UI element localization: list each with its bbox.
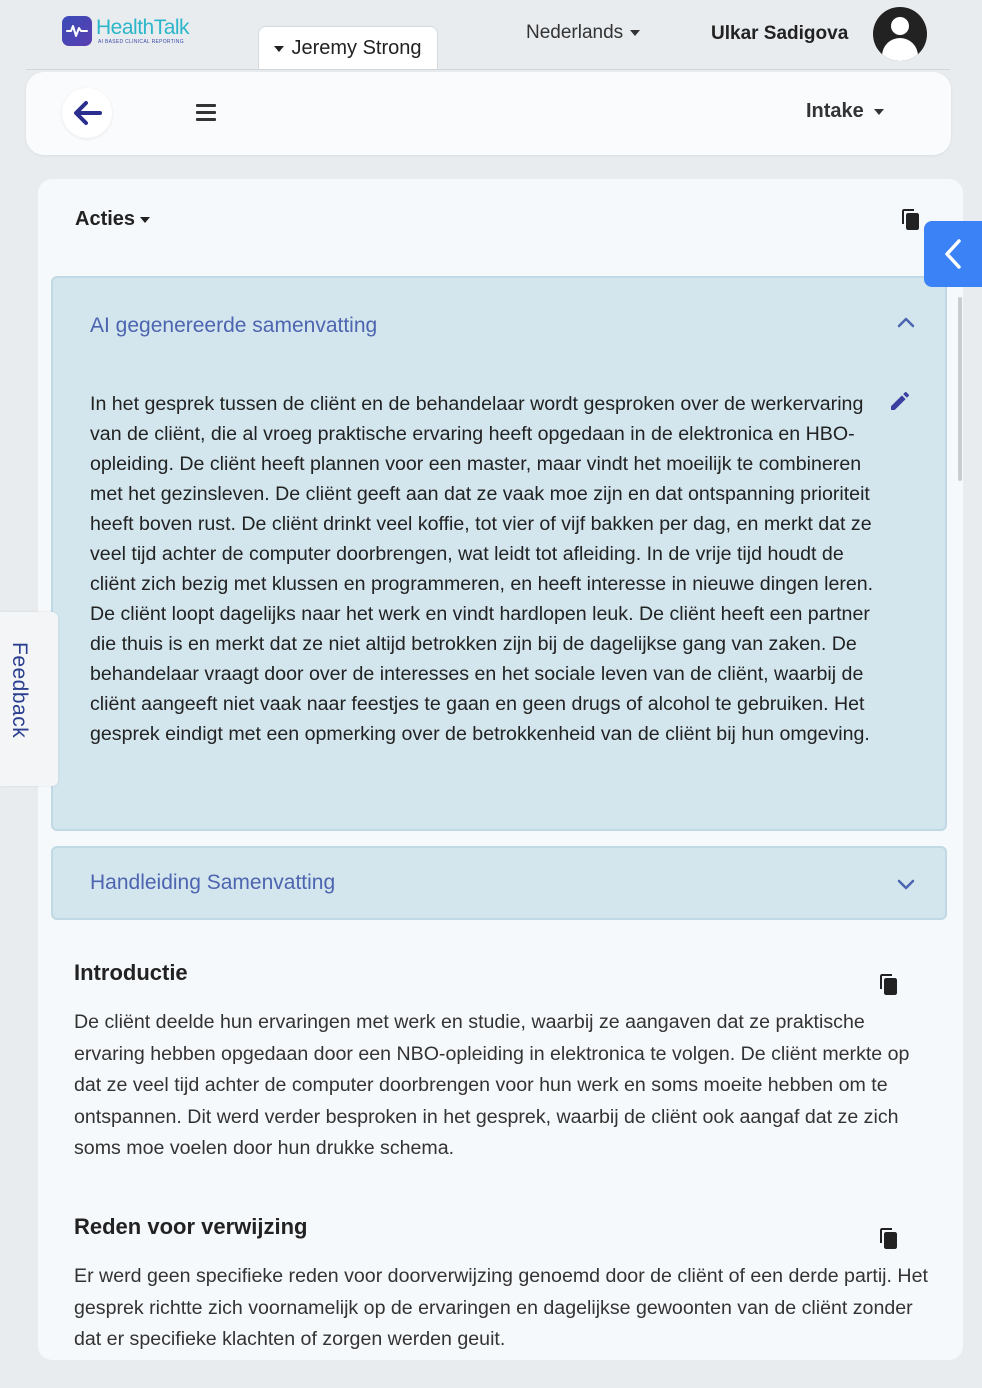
chevron-left-icon: [944, 238, 962, 270]
copy-icon[interactable]: [879, 973, 899, 995]
section-text-reden-voor-verwijzing: Er werd geen specifieke reden voor doorverwijzing genoemd door de cliënt of een derde partij. Het gesprek richtte zich voornamelijk op de ervaringen en dagelijkse gewoonten van de cliënt zonder dat er specifieke klachten of zorgen werden geuit.: [74, 1265, 928, 1350]
chevron-down-icon[interactable]: [897, 878, 915, 890]
copy-icon[interactable]: [901, 208, 921, 230]
feedback-label: Feedback: [8, 642, 31, 739]
client-selector[interactable]: [258, 26, 438, 70]
app-logo[interactable]: [62, 16, 189, 46]
guide-summary-title[interactable]: Handleiding Samenvatting: [90, 871, 336, 894]
section-title-reden-voor-verwijzing: Reden voor verwijzing: [74, 1214, 308, 1239]
caret-down-icon: [874, 109, 884, 115]
hamburger-icon[interactable]: [196, 104, 216, 122]
chevron-up-icon[interactable]: [897, 316, 915, 328]
sidebar-toggle-button[interactable]: [924, 221, 982, 287]
user-name[interactable]: Ulkar Sadigova: [711, 23, 849, 44]
guide-summary-panel[interactable]: [51, 846, 947, 920]
ai-summary-text: In het gesprek tussen de cliënt en de behandelaar wordt gesproken over de werkervaring van de cliënt, die al vroeg praktische ervaring heeft opgedaan in de elektronica en HBO-opleiding. De cliënt heeft plannen voor een master, maar vindt het moeilijk te combineren met het gezinsleven. De cliënt geeft aan dat ze vaak moe zijn en dat ontspanning prioriteit heeft boven rust. De cliënt drinkt veel koffie, tot vier of vijf bakken per dag, en merkt dat ze veel tijd achter de computer doorbrengen, wat leidt tot afleiding. In de vrije tijd houdt de cliënt zich bezig met klussen en programmeren, en heeft interesse in nieuwe dingen leren. De cliënt loopt dagelijks naar het werk en vindt hardlopen leuk. De cliënt heeft een partner die thuis is en merkt dat ze niet altijd betrokken zijn bij de dagelijkse gang van zaken. De behandelaar vraagt door over de interesses en het sociale leven van de cliënt, waarbij de cliënt aangeeft niet vaak naar feestjes te gaan en geen drugs of alcohol te gebruiken. Het gesprek eindigt met een opmerking over de betrokkenheid van de cliënt bij hun omgeving.: [90, 393, 874, 745]
actions-label: Acties: [75, 208, 136, 230]
copy-icon[interactable]: [879, 1227, 899, 1249]
ai-summary-panel: [51, 276, 947, 831]
arrow-left-icon: [72, 100, 102, 126]
healthtalk-logo-icon: [62, 16, 92, 46]
user-avatar-icon[interactable]: [873, 7, 927, 61]
actions-dropdown[interactable]: [75, 208, 150, 231]
report-card: [38, 179, 963, 1360]
logo-name: HealthTalk: [96, 16, 190, 39]
session-type-label: Intake: [806, 100, 864, 122]
section-text-introductie: De cliënt deelde hun ervaringen met werk en studie, waarbij ze aangaven dat ze praktische ervaring hebben opgedaan door een NBO-opleiding in elektronica te volgen. De cliënt merkte op dat ze veel tijd achter de computer doorbrengen voor hun werk en soms moeite hebben om te ontspannen. Dit werd verder besproken in het gesprek, waarbij de cliënt ook aangaf dat ze zich soms moe voelen door hun drukke schema.: [74, 1011, 910, 1159]
section-title-introductie: Introductie: [74, 960, 188, 985]
feedback-tab[interactable]: [0, 612, 58, 786]
header-divider: [26, 69, 950, 70]
session-type-selector[interactable]: [806, 100, 884, 123]
language-label: Nederlands: [526, 22, 624, 43]
top-bar: [0, 0, 982, 70]
caret-down-icon: [630, 30, 640, 36]
scrollbar[interactable]: [958, 297, 962, 481]
caret-down-icon: [274, 46, 284, 52]
pencil-icon[interactable]: [888, 389, 912, 413]
language-selector[interactable]: [526, 22, 640, 44]
back-button[interactable]: [62, 88, 112, 138]
ai-summary-title[interactable]: AI gegenereerde samenvatting: [90, 314, 378, 337]
client-name: Jeremy Strong: [291, 37, 422, 59]
nav-card: [26, 72, 951, 155]
caret-down-icon: [140, 217, 150, 223]
logo-tagline: AI BASED CLINICAL REPORTING: [98, 39, 184, 45]
